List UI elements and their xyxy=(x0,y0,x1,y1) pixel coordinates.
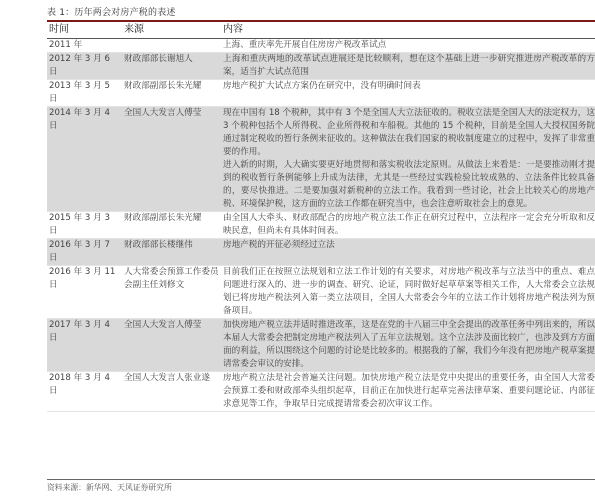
table-row xyxy=(47,212,595,239)
cell-content xyxy=(221,53,595,80)
cell-content xyxy=(221,39,595,53)
cell-content xyxy=(221,212,595,239)
table-row xyxy=(47,39,595,53)
cell-time: 2013 年 3 月 5 日 xyxy=(47,80,122,107)
cell-source: 全国人大发言人傅莹 xyxy=(122,319,221,372)
cell-time: 2014 年 3 月 4 日 xyxy=(47,107,122,212)
cell-source: 财政部部长谢旭人 xyxy=(122,53,221,80)
cell-source: 财政部副部长朱光耀 xyxy=(122,80,221,107)
source-note: 资料来源：新华网、天风证券研究所 xyxy=(47,483,172,492)
table-row xyxy=(47,107,595,212)
header-source: 来源 xyxy=(122,22,221,39)
bottom-rule xyxy=(47,479,595,480)
cell-time: 2015 年 3 月 3 日 xyxy=(47,212,122,239)
table-row xyxy=(47,319,595,372)
cell-content xyxy=(221,266,595,319)
content-paragraph: 房地产税立法是社会普遍关注问题。加快房地产税立法是党中央提出的重要任务，由全国人大常委会预算工委和财政部牵头组织起草，目前正在加快进行起草完善法律草案、重要问题论证、内部征求意见等工作，争取早日完成提请常委会初次审议工作。 xyxy=(223,373,595,409)
table-header-row xyxy=(47,22,595,39)
content-paragraph: 目前我们正在按照立法规划和立法工作计划的有关要求，对房地产税改革与立法当中的重点、难点问题进行深入的、进一步的调查、研究、论证，同时做好起草草案等相关工作，人大常委会立法规划已将房地产税法列入第一类立法项目，全国人大常委会今年的立法工作计划将房地产税法列为预备项目。 xyxy=(223,267,595,316)
cell-source: 人大常委会预算工作委员会副主任刘修文 xyxy=(122,266,221,319)
content-paragraph: 上海和重庆两地的改革试点进展还是比较顺利，想在这个基础上进一步研究推进房产税改革的方案，适当扩大试点范围 xyxy=(223,54,595,77)
table-body xyxy=(47,39,595,412)
table-row xyxy=(47,53,595,80)
table-row xyxy=(47,372,595,412)
cell-content xyxy=(221,107,595,212)
content-paragraph: 房地产税的开征必须经过立法 xyxy=(223,240,335,250)
cell-source: 财政部副部长朱光耀 xyxy=(122,212,221,239)
cell-time: 2011 年 xyxy=(47,39,122,53)
header-time: 时间 xyxy=(47,22,122,39)
cell-source xyxy=(122,39,221,53)
content-paragraph: 上海、重庆率先开展自住房房产税改革试点 xyxy=(223,40,387,50)
content-paragraph: 房地产税扩大试点方案仍在研究中，没有明确时间表 xyxy=(223,81,421,91)
cell-source: 全国人大发言人张业遂 xyxy=(122,372,221,412)
header-content: 内容 xyxy=(221,22,595,39)
cell-content xyxy=(221,319,595,372)
table-row xyxy=(47,80,595,107)
cell-time: 2012 年 3 月 6 日 xyxy=(47,53,122,80)
content-paragraph: 加快房地产税立法并适时推进改革，这是在党的十八届三中全会提出的改革任务中列出来的，所以本届人大常委会把制定房地产税法列入了五年立法规划。这个立法涉及面比较广，也涉及到方方面面的利益，所以围绕这个问题的讨论是比较多的。根据我的了解，我们今年没有把房地产税草案提请常委会审议的安排。 xyxy=(223,320,595,369)
cell-time: 2016 年 3 月 11 日 xyxy=(47,266,122,319)
content-paragraph: 进入新的时期，人大确实要更好地贯彻和落实税收法定原则。从做法上来看是：一是要推动刚才提到的税收暂行条例能够上升成为法律，尤其是一些经过实践检验比较成熟的、立法条件比较具备的，要尽快推进。二是要加强对新税种的立法工作。我看到一些讨论，社会上比较关心的房地产税、环境保护税，这方面的立法工作都在研究当中，也会注意听取社会上的意见。 xyxy=(223,160,595,209)
table-caption: 表 1：历年两会对房产税的表述 xyxy=(47,8,176,18)
cell-content xyxy=(221,239,595,266)
cell-content xyxy=(221,372,595,412)
cell-time: 2017 年 3 月 4 日 xyxy=(47,319,122,372)
cell-source: 财政部部长楼继伟 xyxy=(122,239,221,266)
table-row xyxy=(47,239,595,266)
cell-time: 2016 年 3 月 7 日 xyxy=(47,239,122,266)
content-paragraph: 现在中国有 18 个税种，其中有 3 个是全国人大立法征收的。税收立法是全国人大的法定权力，这 3 个税种包括个人所得税、企业所得税和车船税。其他的 15 个税种，目前是全国人大授权国务院通过制定税收的暂行条例来征收的。这种做法在我们国家的税收制度建立的过程中，发挥了非常重要的作用。 xyxy=(223,108,595,157)
cell-content xyxy=(221,80,595,107)
table-row xyxy=(47,266,595,319)
tax-statement-table xyxy=(47,22,595,412)
cell-source: 全国人大发言人傅莹 xyxy=(122,107,221,212)
content-paragraph: 由全国人大牵头、财政部配合的房地产税立法工作正在研究过程中，立法程序一定会充分听取和反映民意，但尚未有具体时间表。 xyxy=(223,213,595,236)
cell-time: 2018 年 3 月 4 日 xyxy=(47,372,122,412)
